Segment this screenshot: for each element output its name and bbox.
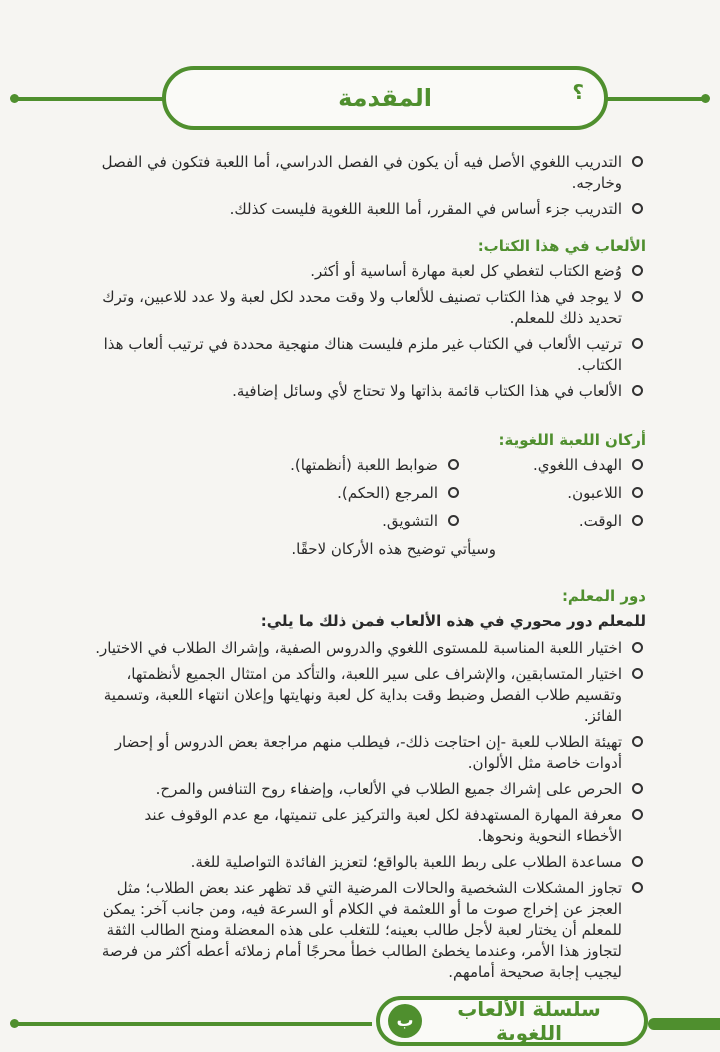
games-item: ترتيب الألعاب في الكتاب غير ملزم فليست هناك منهجية محددة في ترتيب ألعاب هذا الكتاب. bbox=[94, 334, 646, 376]
teacher-intro: للمعلم دور محوري في هذه الألعاب فمن ذلك ما يلي: bbox=[260, 612, 646, 630]
page-number: ب bbox=[388, 1004, 422, 1038]
games-item: وُضع الكتاب لتغطي كل لعبة مهارة أساسية أو أكثر. bbox=[94, 261, 646, 282]
games-section-title: الألعاب في هذا الكتاب: bbox=[477, 237, 646, 255]
pillar-item: الهدف اللغوي. bbox=[462, 455, 646, 476]
header-ornament-icon: ؟ bbox=[572, 80, 584, 104]
page-title: المقدمة bbox=[338, 84, 432, 112]
teacher-section-title: دور المعلم: bbox=[561, 587, 646, 605]
series-title: سلسلة الألعاب اللغوية bbox=[457, 997, 601, 1045]
teacher-item: اختيار المتسابقين، والإشراف على سير اللعبة، والتأكد من امتثال الجميع لأنظمتها، وتقسيم طلاب الفصل وضبط وقت بداية كل لعبة ونهايتها وإعلان انتهاء اللعبة، وتسمية الفائز. bbox=[94, 664, 646, 727]
pillars-note: وسيأتي توضيح هذه الأركان لاحقًا. bbox=[291, 540, 496, 558]
footer-rule-stub bbox=[648, 1018, 720, 1030]
pillar-item: المرجع (الحكم). bbox=[278, 483, 462, 504]
header-dot-right bbox=[701, 94, 710, 103]
teacher-item: معرفة المهارة المستهدفة لكل لعبة والتركيز على تنميتها، مع عدم الوقوف عند الأخطاء النحوية ونحوها. bbox=[94, 805, 646, 847]
intro-item: التدريب اللغوي الأصل فيه أن يكون في الفصل الدراسي، أما اللعبة فتكون في الفصل وخارجه. bbox=[94, 152, 646, 194]
footer-frame bbox=[376, 996, 648, 1046]
pillars-section-title: أركان اللعبة اللغوية: bbox=[498, 431, 646, 449]
pillar-item: ضوابط اللعبة (أنظمتها). bbox=[278, 455, 462, 476]
pillar-item: التشويق. bbox=[278, 511, 462, 532]
teacher-item: تهيئة الطلاب للعبة -إن احتاجت ذلك-، فيطلب منهم مراجعة بعض الدروس أو إحضار أدوات خاصة مثل الألوان. bbox=[94, 732, 646, 774]
teacher-item: مساعدة الطلاب على ربط اللعبة بالواقع؛ لتعزيز الفائدة التواصلية للغة. bbox=[94, 852, 646, 873]
games-item: الألعاب في هذا الكتاب قائمة بذاتها ولا تحتاج لأي وسائل إضافية. bbox=[94, 381, 646, 402]
teacher-item: اختيار اللعبة المناسبة للمستوى اللغوي والدروس الصفية، وإشراك الطلاب في الاختيار. bbox=[94, 638, 646, 659]
footer-dot bbox=[10, 1019, 19, 1028]
pillars-grid bbox=[94, 455, 646, 539]
teacher-item: تجاوز المشكلات الشخصية والحالات المرضية التي قد تظهر عند بعض الطلاب؛ مثل العجز عن إخراج صوت ما أو اللعثمة في الكلام أو السرعة فيه، ومن جانب آخر: يمكن للمعلم أن يختار لعبة لأجل طالب بعينه؛ للتغلب على هذه المعضلة ومنح الطالب الثقة لتجاوز هذا الأمر، وعندما يخطئ الطالب خطأ محرجًا أمام زملائه أعطه أكثر من فرصة ليجيب إجابة صحيحة أمامهم. bbox=[94, 878, 646, 983]
teacher-item: الحرص على إشراك جميع الطلاب في الألعاب، وإضفاء روح التنافس والمرح. bbox=[94, 779, 646, 800]
header-dot-left bbox=[10, 94, 19, 103]
pillar-item: الوقت. bbox=[462, 511, 646, 532]
footer-rule bbox=[14, 1022, 372, 1026]
games-item: لا يوجد في هذا الكتاب تصنيف للألعاب ولا وقت محدد لكل لعبة ولا عدد للاعبين، وترك تحديد ذلك للمعلم. bbox=[94, 287, 646, 329]
header-rule-left bbox=[14, 97, 164, 101]
header-frame bbox=[162, 66, 608, 130]
intro-item: التدريب جزء أساس في المقرر، أما اللعبة اللغوية فليست كذلك. bbox=[94, 199, 646, 220]
pillar-item: اللاعبون. bbox=[462, 483, 646, 504]
main-content bbox=[94, 152, 646, 988]
